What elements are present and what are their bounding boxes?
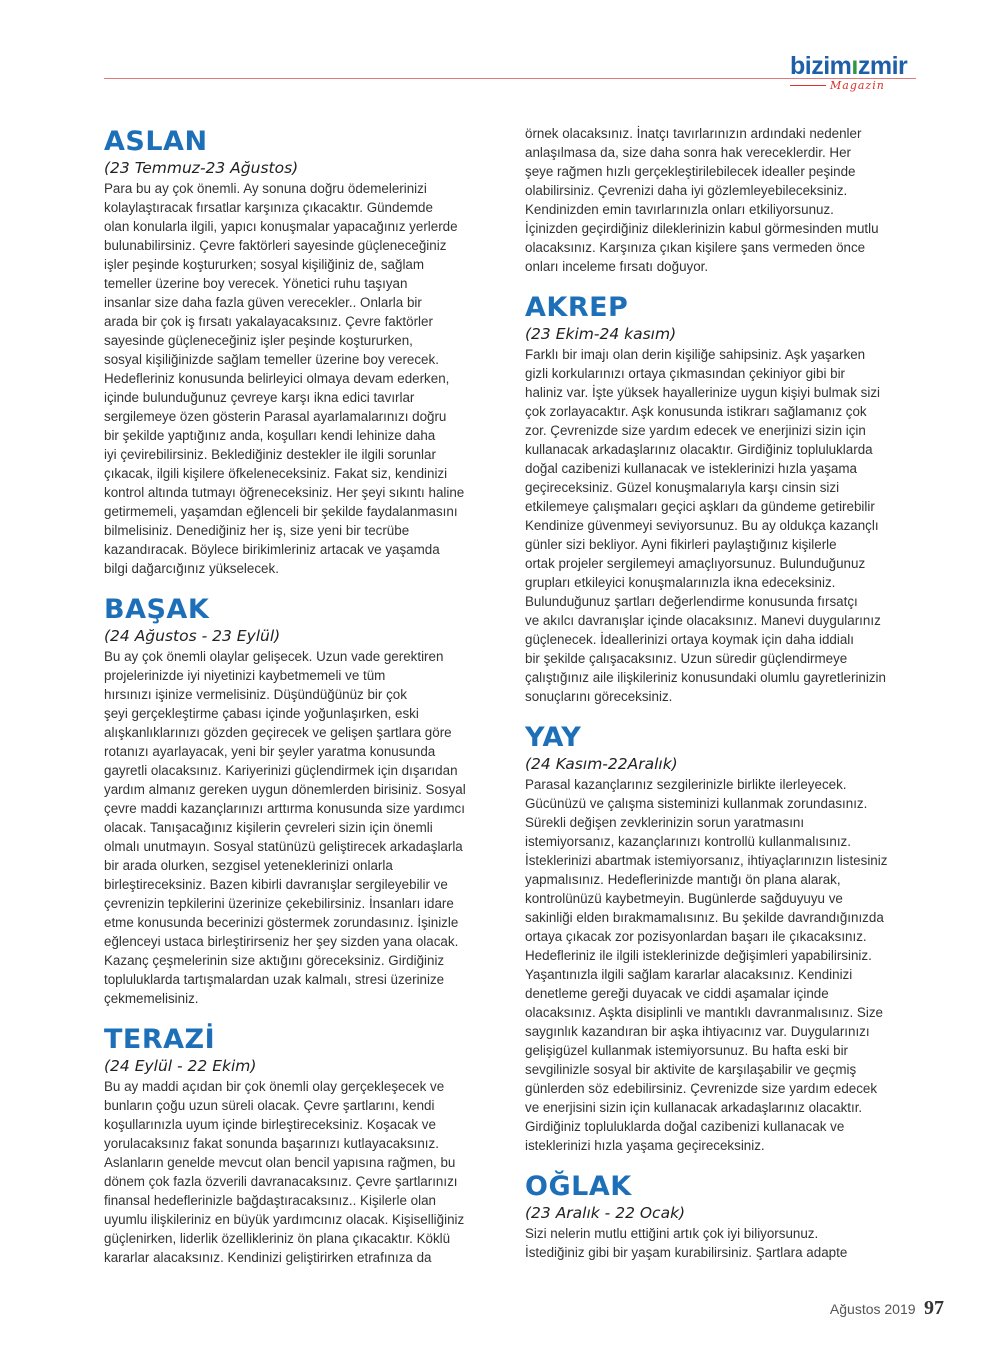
text-line: rotanızı ayarlayacak, yeni bir şeyler yaratma konusunda — [104, 744, 436, 759]
text-line: birleştireceksiniz. Bazen kibirli davranışlar sergileyebilir ve — [104, 877, 448, 892]
horoscope-section — [104, 594, 494, 1008]
sign-dates: (23 Temmuz-23 Ağustos) — [104, 159, 299, 177]
text-line: şeye rağmen hızlı gerçekleştirilebilecek idealler peşinde — [525, 164, 856, 179]
horoscope-section — [104, 126, 494, 578]
text-line: finansal hedeflerinizle bağdaştıracaksınız.. Kişilerle olan — [104, 1193, 436, 1208]
horoscope-section — [525, 1171, 915, 1262]
horoscope-section — [525, 722, 915, 1155]
text-line: bir arada olurken, sezgisel yeteneklerinizi onlarla — [104, 858, 393, 873]
text-line: doğal cazibenizi kullanacak ve isteklerinizi hızla yaşama — [525, 461, 857, 476]
text-line: bulunabilirsiniz. Çevre faktörleri sayesinde güçleneceğiniz — [104, 238, 447, 253]
text-line: İçinizden geçirdiğiniz dileklerinizin kabul görmesinden mutlu — [525, 221, 879, 236]
text-line: uyumlu ilişkileriniz en büyük yardımcınız olacak. Kişiselliğiniz — [104, 1212, 465, 1227]
horoscope-section — [104, 1024, 494, 1267]
text-line: anlaşılmasa da, size daha sonra hak vereceklerdir. Her — [525, 145, 852, 160]
text-line: kolaylaştıracak fırsatlar karşınıza çıkacaktır. Gündemde — [104, 200, 433, 215]
sign-dates: (24 Kasım-22Aralık) — [525, 755, 678, 773]
text-line: içinde bulunduğunuz çevreye karşı ikna edici tavırlar — [104, 390, 415, 405]
text-line: Yaşantınızla ilgili sağlam kararlar alacaksınız. Kendinizi — [525, 967, 853, 982]
text-line: topluluklarda tartışmalardan uzak kalmalı, stresi üzerinize — [104, 972, 445, 987]
sign-heading: OĞLAK — [525, 1171, 632, 1202]
issue-date: Ağustos 2019 — [829, 1301, 916, 1317]
text-line: istemiyorsanız, kazançlarınızı kontrollü kullanmalısınız. — [525, 834, 851, 849]
text-line: zor. Çevrenizde size yardım edecek ve enerjinizi sizin için — [525, 423, 866, 438]
text-line: kontrol altında tutmayı öğreneceksiniz. Her şeyi sıkıntı haline — [104, 485, 465, 500]
text-line: bilmelisiniz. Denediğiniz her iş, size yeni bir tecrübe — [104, 523, 410, 538]
text-line: çıkacak, ilgili kişilere öfkeleneceksiniz. Fakat siz, kendinizi — [104, 466, 448, 481]
sign-heading: BAŞAK — [104, 594, 210, 625]
horoscope-text — [525, 775, 915, 1155]
text-line: arada bir çok iş fırsatı yakalayacaksınız. Çevre faktörler — [104, 314, 433, 329]
text-line: işler peşinde koştururken; sosyal kişiliğiniz de, sağlam — [104, 257, 425, 272]
horoscope-text — [104, 647, 494, 1008]
text-line: çevrenizin tepkilerini üzerinize çekebilirsiniz. İnsanları idare — [104, 896, 454, 911]
text-line: Kazanç çeşmelerinin size aktığını göreceksiniz. Girdiğiniz — [104, 953, 445, 968]
text-line: hırsınızı işinize vermelisiniz. Düşündüğünüz bir çok — [104, 687, 407, 702]
text-line: sayesinde güçleneceğiniz işler peşinde koştururken, — [104, 333, 413, 348]
sign-dates: (23 Ekim-24 kasım) — [525, 325, 677, 343]
horoscope-text — [104, 1077, 494, 1267]
text-line: bunların çoğu uzun süreli olacak. Çevre şartlarını, kendi — [104, 1098, 435, 1113]
text-line: olacaksınız. Karşınıza çıkan kişilere şans vermeden önce — [525, 240, 866, 255]
sign-heading: AKREP — [525, 292, 629, 323]
page-footer — [830, 1297, 944, 1320]
sign-heading: TERAZİ — [104, 1024, 216, 1055]
text-line: sakinliği elden bırakmamalısınız. Bu şekilde davrandığınızda — [525, 910, 884, 925]
text-line: Para bu ay çok önemli. Ay sonuna doğru ödemelerinizi — [104, 181, 427, 196]
left-column — [104, 126, 494, 1283]
text-line: Sizi nelerin mutlu ettiğini artık çok iyi biliyorsunuz. — [525, 1226, 819, 1241]
sign-dates: (23 Aralık - 22 Ocak) — [525, 1204, 686, 1222]
horoscope-text — [525, 345, 915, 706]
text-line: ortaya çıkacak zor pozisyonlardan başarı ile çıkacaksınız. — [525, 929, 867, 944]
text-line: Bu ay çok önemli olaylar gelişecek. Uzun vade gerektiren — [104, 649, 444, 664]
magazine-logo — [790, 52, 930, 96]
text-line: bilgi dağarcığınız yükselecek. — [104, 561, 279, 576]
text-line: olacak. Tanışacağınız kişilerin çevreleri sizin için önemli — [104, 820, 433, 835]
sign-dates: (24 Ağustos - 23 Eylül) — [104, 627, 281, 645]
text-line: İstediğiniz gibi bir yaşam kurabilirsiniz. Şartlara adapte — [525, 1245, 848, 1260]
text-line: ve akılcı davranışlar içinde olacaksınız. Manevi duygularınız — [525, 613, 881, 628]
text-line: saygınlık kazandıran bir aşka ihtiyacınız var. Duygularınızı — [525, 1024, 870, 1039]
text-line: etme konusunda becerinizi göstermek zorundasınız. İşinizle — [104, 915, 459, 930]
text-line: eğlenceyi ustaca birleştirirseniz her şey sizden yana olacak. — [104, 934, 459, 949]
text-line: günler sizi bekliyor. Ayni fikirleri paylaştığınız kişilerle — [525, 537, 837, 552]
text-line: günlerden söz edebilirsiniz. Çevrenizde size yardım edecek — [525, 1081, 878, 1096]
text-line: sosyal kişiliğinizde sağlam temeller üzerine boy verecek. — [104, 352, 439, 367]
text-line: etkilemeye çalışmaları geçici aşkları da gündeme getirebilir — [525, 499, 875, 514]
text-line: denetleme gereği duyacak ve ciddi aşamalar içinde — [525, 986, 829, 1001]
text-line: Hedefleriniz konusunda belirleyici olmaya devam ederken, — [104, 371, 450, 386]
text-line: çevre maddi kazançlarınızı arttırma konusunda size yardımcı — [104, 801, 465, 816]
text-line: koşullarınızla uyum içinde birleştireceksiniz. Koşacak ve — [104, 1117, 436, 1132]
text-line: Kendinizden emin tavırlarınızla onları etkiliyorsunuz. — [525, 202, 834, 217]
text-line: Aslanların genelde mevcut olan bencil yapısına rağmen, bu — [104, 1155, 456, 1170]
text-line: insanlar size daha fazla güven verecekler.. Onlarla bir — [104, 295, 422, 310]
horoscope-text — [525, 1224, 915, 1262]
text-line: temeller üzerine boy verecek. Yönetici ruhu taşıyan — [104, 276, 408, 291]
text-line: dönem çok fazla özverili davranacaksınız. Çevre şartlarınızı — [104, 1174, 458, 1189]
logo-word — [790, 52, 907, 81]
text-line: güçlenecek. İdeallerinizi ortaya koymak için daha iddialı — [525, 632, 854, 647]
text-line: Farklı bir imajı olan derin kişiliğe sahipsiniz. Aşk yaşarken — [525, 347, 866, 362]
horoscope-text — [104, 179, 494, 578]
text-line: isteklerinizi hızla yaşama geçireceksiniz. — [525, 1138, 765, 1153]
text-line: çalıştığınız aile ilişkileriniz konusundaki olumlu gayretlerinizin — [525, 670, 886, 685]
text-line: yapmalısınız. Hedeflerinizde mantığı ön plana alarak, — [525, 872, 841, 887]
logo-word-left: bizim — [790, 52, 852, 80]
text-line: sergilemeye özen gösterin Parasal ayarlamalarınızı doğru — [104, 409, 447, 424]
text-line: bir şekilde yaptığınız anda, koşulları kendi lehinize daha — [104, 428, 436, 443]
logo-subtitle: Magazin — [830, 79, 885, 92]
text-line: grupları etkileyici konuşmalarınızla ikna edeceksiniz. — [525, 575, 836, 590]
text-line: Bu ay maddi açıdan bir çok önemli olay gerçekleşecek ve — [104, 1079, 445, 1094]
text-line: şeyi gerçekleştirme çabası içinde yoğunlaşırken, eski — [104, 706, 419, 721]
text-line: geçireceksiniz. Güzel konuşmalarıyla karşı cinsin sizi — [525, 480, 840, 495]
text-line: onları inceleme fırsatı doğuyor. — [525, 259, 709, 274]
text-line: Gücünüzü ve çalışma sisteminizi kullanmak zorundasınız. — [525, 796, 868, 811]
text-line: çekmemelisiniz. — [104, 991, 199, 1006]
logo-word-right: zmir — [857, 52, 908, 80]
right-column — [525, 124, 915, 1278]
text-line: Kendinize güvenmeyi seviyorsunuz. Bu ay oldukça kazançlı — [525, 518, 879, 533]
text-line: alışkanlıklarınızı gözden geçirecek ve gelişen şartlara göre — [104, 725, 452, 740]
text-line: Parasal kazançlarınız sezgilerinizle birlikte ilerleyecek. — [525, 777, 847, 792]
text-line: gayretli olacaksınız. Kariyerinizi güçlendirmek için dışarıdan — [104, 763, 458, 778]
logo-line — [790, 85, 826, 86]
text-line: yardım almanız gereken uygun dönemlerden birisiniz. Sosyal — [104, 782, 466, 797]
text-line: kazandıracak. Böylece birikimleriniz artacak ve yaşamda — [104, 542, 440, 557]
sign-dates: (24 Eylül - 22 Ekim) — [104, 1057, 257, 1075]
page-number: 97 — [924, 1297, 944, 1319]
text-line: gelişigüzel kullanmak istemiyorsunuz. Bu hafta eski bir — [525, 1043, 849, 1058]
text-line: Sürekli değişen zevklerinizin sorun yaratmasını — [525, 815, 805, 830]
text-line: gizli korkularınızı ortaya çıkmasından çekiniyor gibi bir — [525, 366, 846, 381]
sign-heading: ASLAN — [104, 126, 208, 157]
text-line: yorulacaksınız fakat sonunda başarınızı kutlayacaksınız. — [104, 1136, 439, 1151]
text-line: olabilirsiniz. Çevrenizi daha iyi gözlemleyebileceksiniz. — [525, 183, 848, 198]
text-line: kullanacak arkadaşlarınız olacaktır. Girdiğiniz topluluklarda — [525, 442, 873, 457]
text-line: ve enerjisini sizin için kullanacak arkadaşlarınız olacaktır. — [525, 1100, 863, 1115]
text-line: olmalı unutmayın. Sosyal statünüzü geliştirecek arkadaşlarla — [104, 839, 463, 854]
palm-icon: ı — [851, 52, 858, 80]
text-line: iyi çevirebilirsiniz. Beklediğiniz destekler ile ilgili sorunlar — [104, 447, 436, 462]
horoscope-text — [525, 124, 915, 276]
text-line: haliniz var. İşte yüksek hayallerinize uygun kişiyi bulmak sizi — [525, 385, 881, 400]
text-line: ortak projeler sergilemeyi amaçlıyorsunuz. Bulunduğunuz — [525, 556, 866, 571]
text-line: örnek olacaksınız. İnatçı tavırlarınızın ardındaki nedenler — [525, 126, 862, 141]
text-line: projelerinizde iyi niyetinizi kaybetmemeli ve tüm — [104, 668, 386, 683]
horoscope-section — [525, 292, 915, 706]
text-line: İsteklerinizi abartmak istemiyorsanız, ihtiyaçlarınızın listesiniz — [525, 853, 888, 868]
text-line: kontrolünüzü kaybetmeyin. Bugünlerde sağduyuyu ve — [525, 891, 843, 906]
sign-heading: YAY — [525, 722, 582, 753]
text-line: sonuçlarını göreceksiniz. — [525, 689, 673, 704]
text-line: Bulunduğunuz şartları değerlendirme konusunda fırsatçı — [525, 594, 858, 609]
text-line: getirmemeli, yaşamdan eğlenceli bir şekilde faydalanmasını — [104, 504, 458, 519]
text-line: güçlenirken, liderlik özellikleriniz ön plana çıkacaktır. Köklü — [104, 1231, 451, 1246]
text-line: sevgilinizle sosyal bir aktivite de karşılaşabilir ve geçmiş — [525, 1062, 857, 1077]
text-line: olacaksınız. Aşkta disiplinli ve mantıklı davranmalısınız. Size — [525, 1005, 883, 1020]
text-line: Hedefleriniz ile ilgili isteklerinizde değişimleri yapabilirsiniz. — [525, 948, 872, 963]
text-line: kararlar alacaksınız. Kendinizi geliştirirken etrafınıza da — [104, 1250, 432, 1265]
text-line: bir şekilde çalışacaksınız. Uzun süredir güçlendirmeye — [525, 651, 848, 666]
horoscope-section — [525, 124, 915, 276]
text-line: Girdiğiniz topluluklarda doğal cazibenizi kullanacak ve — [525, 1119, 845, 1134]
text-line: olan konularla ilgili, yapıcı konuşmalar yapacağınız yerlerde — [104, 219, 458, 234]
text-line: çok zorlayacaktır. Aşk konusunda istikrarı sağlamanız çok — [525, 404, 867, 419]
